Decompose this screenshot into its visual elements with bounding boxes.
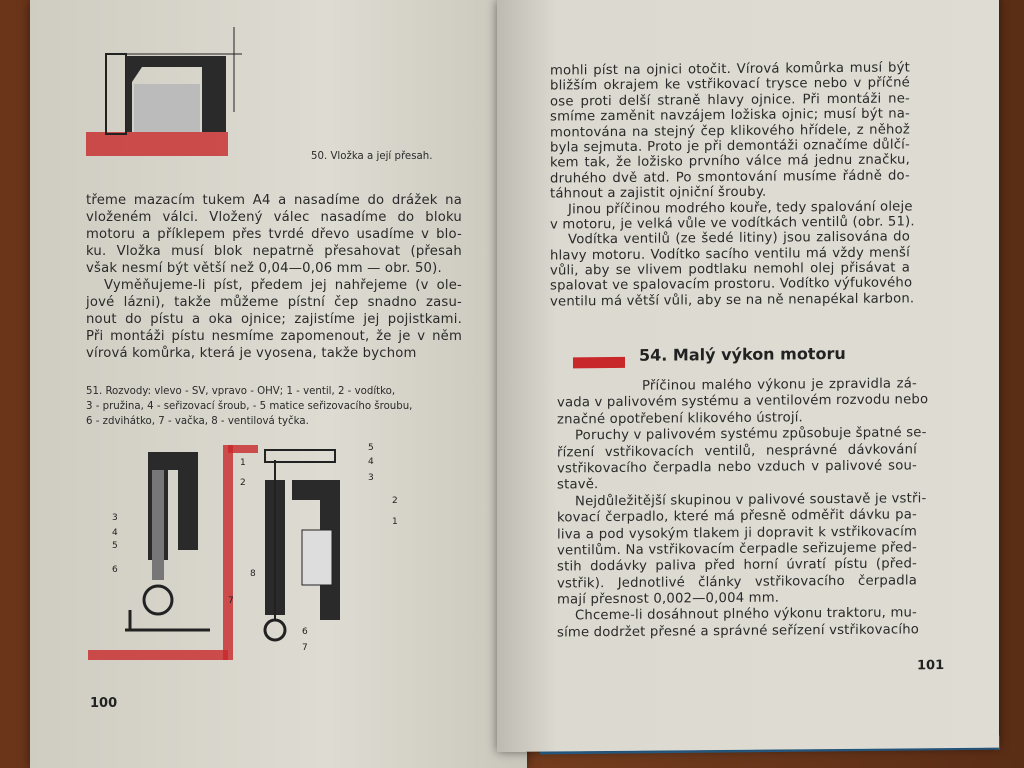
text-line: vstřikovacího čerpadla nebo vzduch v palivové sou-: [557, 458, 917, 477]
text-line: ose proti delší straně hlavy ojnice. Při montáži ne-: [550, 91, 910, 110]
right-body-text-bottom: [557, 376, 929, 641]
fig51-label: 6: [112, 565, 118, 575]
text-line: vstřik). Jednotlivé články vstřikovacího čerpadla: [557, 573, 917, 592]
text-line: síme dodržet přesné a správné seřízení vstřikovacího: [557, 622, 920, 641]
text-line: ventilu má větší vůli, aby se na ně nenapékal karbon.: [550, 291, 915, 310]
text-line: nout do pístu a oka ojnice; zajistíme jej pojistkami.: [86, 312, 462, 327]
text-line: bližším okrajem ke vstřikovací trysce nebo v příčné: [550, 75, 910, 94]
text-line: jové lázni), takže můžeme pístní čep snadno zasu-: [86, 295, 462, 310]
text-line: vůli, aby se vlivem podtlaku nemohl olej přisávat a: [550, 260, 910, 279]
page-number-left: 100: [90, 696, 118, 711]
left-page: [30, 0, 527, 768]
caption-line: 51. Rozvody: vlevo - SV, vpravo - OHV; 1 - ventil, 2 - vodítko,: [86, 386, 396, 397]
text-line: stih dodávky paliva před horní úvratí pístu (před-: [557, 556, 917, 575]
text-line: Jinou příčinou modrého kouře, tedy spalování oleje: [568, 198, 913, 217]
fig51-label: 6: [302, 627, 308, 637]
left-body-text: [86, 192, 462, 362]
text-line: kem tak, že ložisko prvního válce má jednu značku,: [550, 152, 910, 171]
fig51-label: 2: [240, 478, 246, 488]
right-body-text-top: [550, 60, 915, 310]
text-line: byla sejmuta. Proto je při demontáži označíme důlčí-: [550, 137, 910, 156]
caption-line: 6 - zdvihátko, 7 - vačka, 8 - ventilová tyčka.: [86, 416, 309, 427]
fig51-label: 5: [368, 443, 374, 453]
text-line: liva a pod vysokým tlakem ji dopravit k vstřikovacím: [557, 523, 917, 542]
fig51-label: 3: [112, 513, 118, 523]
text-line: Poruchy v palivovém systému způsobuje špatné se-: [575, 425, 927, 444]
fig51-label: 8: [250, 569, 256, 579]
text-line: Vodítka ventilů (ze šedé litiny) jsou zalisována do: [568, 229, 910, 248]
text-line: mohli píst na ojnici otočit. Vírová komůrka musí být: [550, 60, 910, 79]
text-line: značné opotřebení klikového ústrojí.: [557, 410, 803, 428]
text-line: montována na stejný čep klikového hřídele, z něhož: [550, 121, 910, 141]
fig51-label: 2: [392, 496, 398, 506]
text-line: řízení vstřikovacích ventilů, nesprávné dávkování: [557, 441, 917, 461]
text-line: vada v palivovém systému a ventilovém rozvodu nebo: [557, 392, 929, 411]
text-line: Chceme-li dosáhnout plného výkonu traktoru, mu-: [575, 605, 918, 624]
figure-50-cylinder-liner: [82, 22, 302, 182]
fig51-label: 5: [112, 541, 118, 551]
text-line: hlavy motoru. Vodítko sacího ventilu má vždy menší: [550, 245, 910, 264]
text-line: Příčinou malého výkonu je zpravidla zá-: [642, 376, 917, 394]
fig51-label: 7: [302, 643, 308, 653]
text-line: smíme zaměnit navzájem ložiska ojnic; musí být na-: [550, 106, 910, 125]
text-line: kovací čerpadlo, které má přesně odměřit dávku pa-: [557, 507, 917, 526]
caption-line: 3 - pružina, 4 - seřizovací šroub, - 5 matice seřizovacího šroubu,: [86, 401, 413, 412]
text-line: třeme mazacím tukem A4 a nasadíme do drážek na: [86, 193, 462, 208]
fig51-label: 4: [368, 457, 374, 467]
fig51-label: 4: [112, 528, 118, 538]
text-line: Při montáži pístu nesmíme zapomenout, že je v něm: [86, 329, 462, 344]
text-line: druhého dvě atd. Po smontování musíme řádně do-: [550, 168, 910, 187]
right-page: [497, 0, 999, 752]
figure-51-valve-trains: [80, 440, 410, 670]
text-line: v motoru, je velká vůle ve vodítkách ventilů (obr. 51).: [550, 214, 915, 233]
fig51-label: 7: [228, 596, 234, 606]
text-line: vloženém válci. Vložený válec nasadíme do bloku: [86, 210, 462, 225]
text-line: mají přesnost 0,002—0,004 mm.: [557, 590, 780, 608]
section-marker-bar: [573, 357, 625, 368]
text-line: Nejdůležitější skupinou v palivové soustavě je vstři-: [575, 490, 927, 510]
text-line: táhnout a zajistit ojniční šrouby.: [550, 184, 767, 202]
text-line: ventilům. Na vstřikovacím čerpadle seřizujeme před-: [557, 540, 917, 559]
section-heading: 54. Malý výkon motoru: [639, 343, 846, 365]
fig51-label: 1: [240, 458, 246, 468]
text-line: motoru a příklepem přes tvrdé dřevo usadíme v blo-: [86, 227, 462, 242]
figure-51-caption: [86, 384, 466, 429]
fig51-label: 1: [392, 517, 398, 527]
text-line: Vyměňujeme-li píst, předem jej nahřejeme (v ole-: [104, 278, 462, 293]
figure-50-caption: 50. Vložka a její přesah.: [311, 151, 433, 162]
page-number-right: 101: [917, 658, 945, 674]
fig51-label: 3: [368, 473, 374, 483]
text-line: spalovat ve spalovacím prostoru. Vodítko výfukového: [550, 275, 913, 295]
text-line: vírová komůrka, která je vyosena, takže bychom: [86, 346, 417, 361]
text-line: ku. Vložka musí blok nepatrně přesahovat (přesah: [86, 244, 462, 259]
text-line: však nesmí být větší než 0,04—0,06 mm — obr. 50).: [86, 261, 442, 276]
text-line: stavě.: [557, 477, 599, 493]
